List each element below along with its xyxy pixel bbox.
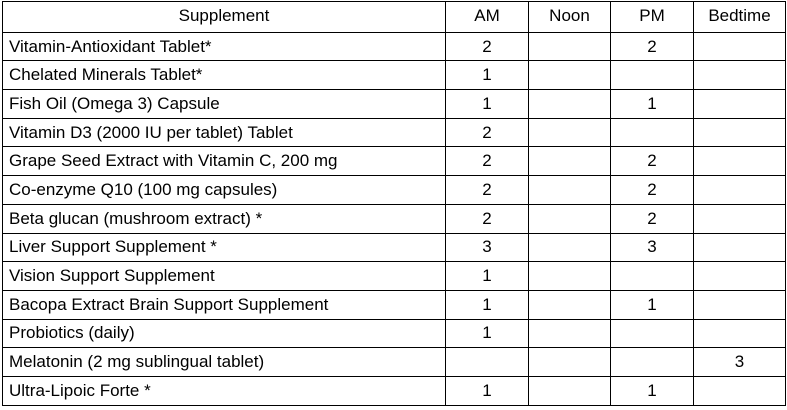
- cell-noon: [529, 61, 611, 90]
- table-row: [3, 61, 786, 90]
- supplement-schedule-table: [2, 1, 786, 406]
- cell-noon: [529, 348, 611, 377]
- table-row: [3, 319, 786, 348]
- cell-supplement: Fish Oil (Omega 3) Capsule: [3, 90, 446, 119]
- cell-bedtime: [694, 376, 786, 405]
- cell-supplement: Probiotics (daily): [3, 319, 446, 348]
- cell-supplement: Vitamin D3 (2000 IU per tablet) Tablet: [3, 118, 446, 147]
- column-header-pm: PM: [611, 2, 694, 33]
- table-body: [3, 32, 786, 405]
- cell-supplement: Melatonin (2 mg sublingual tablet): [3, 348, 446, 377]
- cell-supplement: Co-enzyme Q10 (100 mg capsules): [3, 176, 446, 205]
- column-header-supplement: Supplement: [3, 2, 446, 33]
- cell-noon: [529, 32, 611, 61]
- cell-am: 1: [446, 90, 529, 119]
- cell-supplement: Vitamin-Antioxidant Tablet*: [3, 32, 446, 61]
- cell-bedtime: [694, 90, 786, 119]
- cell-am: 2: [446, 176, 529, 205]
- cell-supplement: Vision Support Supplement: [3, 262, 446, 291]
- cell-am: 2: [446, 118, 529, 147]
- table-row: [3, 118, 786, 147]
- table-row: [3, 176, 786, 205]
- cell-noon: [529, 147, 611, 176]
- cell-am: 1: [446, 61, 529, 90]
- table-row: [3, 262, 786, 291]
- cell-pm: 2: [611, 147, 694, 176]
- cell-noon: [529, 319, 611, 348]
- column-header-noon: Noon: [529, 2, 611, 33]
- cell-pm: 3: [611, 233, 694, 262]
- cell-pm: 1: [611, 376, 694, 405]
- table-row: [3, 147, 786, 176]
- cell-bedtime: [694, 32, 786, 61]
- cell-supplement: Chelated Minerals Tablet*: [3, 61, 446, 90]
- cell-pm: 2: [611, 176, 694, 205]
- cell-bedtime: [694, 319, 786, 348]
- table-row: [3, 204, 786, 233]
- cell-am: 1: [446, 376, 529, 405]
- table-row: [3, 376, 786, 405]
- cell-supplement: Ultra-Lipoic Forte *: [3, 376, 446, 405]
- cell-am: 1: [446, 262, 529, 291]
- table-row: [3, 348, 786, 377]
- cell-bedtime: [694, 262, 786, 291]
- cell-am: 1: [446, 319, 529, 348]
- cell-pm: 2: [611, 32, 694, 61]
- cell-noon: [529, 262, 611, 291]
- cell-pm: [611, 118, 694, 147]
- cell-pm: [611, 262, 694, 291]
- table-row: [3, 290, 786, 319]
- cell-pm: [611, 348, 694, 377]
- cell-noon: [529, 90, 611, 119]
- table-row: [3, 233, 786, 262]
- cell-bedtime: [694, 118, 786, 147]
- cell-noon: [529, 204, 611, 233]
- cell-supplement: Liver Support Supplement *: [3, 233, 446, 262]
- table-row: [3, 32, 786, 61]
- cell-noon: [529, 233, 611, 262]
- cell-supplement: Beta glucan (mushroom extract) *: [3, 204, 446, 233]
- cell-am: 2: [446, 32, 529, 61]
- cell-bedtime: [694, 204, 786, 233]
- cell-pm: [611, 61, 694, 90]
- column-header-am: AM: [446, 2, 529, 33]
- cell-pm: 1: [611, 90, 694, 119]
- cell-bedtime: [694, 147, 786, 176]
- cell-pm: [611, 319, 694, 348]
- cell-noon: [529, 118, 611, 147]
- cell-pm: 1: [611, 290, 694, 319]
- cell-noon: [529, 290, 611, 319]
- cell-am: [446, 348, 529, 377]
- header-row: [3, 2, 786, 33]
- cell-am: 2: [446, 147, 529, 176]
- cell-bedtime: [694, 290, 786, 319]
- cell-am: 2: [446, 204, 529, 233]
- cell-bedtime: 3: [694, 348, 786, 377]
- table-row: [3, 90, 786, 119]
- cell-am: 3: [446, 233, 529, 262]
- cell-supplement: Grape Seed Extract with Vitamin C, 200 mg: [3, 147, 446, 176]
- column-header-bedtime: Bedtime: [694, 2, 786, 33]
- cell-bedtime: [694, 233, 786, 262]
- cell-am: 1: [446, 290, 529, 319]
- cell-pm: 2: [611, 204, 694, 233]
- cell-bedtime: [694, 176, 786, 205]
- cell-supplement: Bacopa Extract Brain Support Supplement: [3, 290, 446, 319]
- cell-noon: [529, 176, 611, 205]
- cell-bedtime: [694, 61, 786, 90]
- cell-noon: [529, 376, 611, 405]
